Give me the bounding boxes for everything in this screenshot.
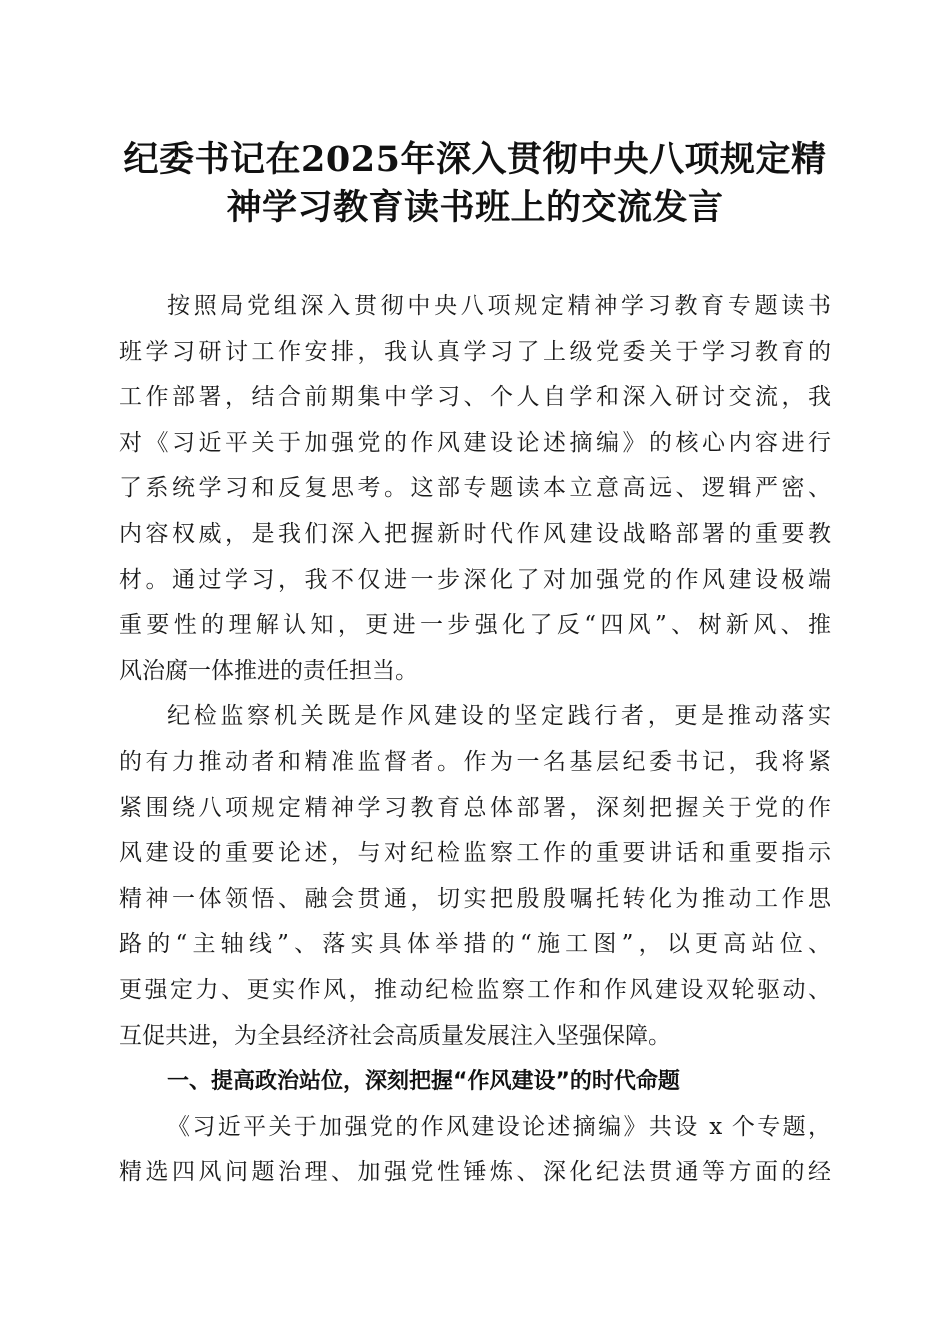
text-line: 了系统学习和反复思考。这部专题读本立意高远、逻辑严密、 (119, 475, 831, 502)
text-line: 更强定力、更实作风，推动纪检监察工作和作风建设双轮驱动、 (119, 976, 831, 1003)
text-line: 班学习研讨工作安排，我认真学习了上级党委关于学习教育的 (119, 338, 831, 365)
text-line: 重要性的理解认知，更进一步强化了反“四风”、树新风、推 (119, 612, 831, 639)
title-line: 纪委书记在2025年深入贯彻中央八项规定精 (123, 139, 827, 180)
text-line: 纪检监察机关既是作风建设的坚定践行者，更是推动落实 (167, 703, 831, 730)
text-line: 精神一体领悟、融会贯通，切实把殷殷嘱托转化为推动工作思 (119, 885, 831, 912)
text-line: 紧围绕八项规定精神学习教育总体部署，深刻把握关于党的作 (119, 794, 831, 821)
text-line: 风治腐一体推进的责任担当。 (119, 657, 418, 684)
text-line: 路的“主轴线”、落实具体举措的“施工图”，以更高站位、 (119, 931, 831, 958)
text-line: 互促共进，为全县经济社会高质量发展注入坚强保障。 (119, 1022, 671, 1049)
document-title (110, 136, 840, 232)
text-line: 内容权威，是我们深入把握新时代作风建设战略部署的重要教 (119, 520, 831, 547)
text-line: 的有力推动者和精准监督者。作为一名基层纪委书记，我将紧 (119, 748, 831, 775)
title-line: 神学习教育读书班上的交流发言 (226, 187, 724, 228)
text-line: 对《习近平关于加强党的作风建设论述摘编》的核心内容进行 (119, 429, 831, 456)
document-body (119, 284, 831, 1196)
section-heading: 一、提高政治站位，深刻把握“作风建设”的时代命题 (167, 1069, 680, 1095)
text-line: 《习近平关于加强党的作风建设论述摘编》共设 x 个专题， (167, 1113, 831, 1140)
text-line: 材。通过学习，我不仅进一步深化了对加强党的作风建设极端 (119, 566, 831, 593)
text-line: 精选四风问题治理、加强党性锤炼、深化纪法贯通等方面的经 (119, 1159, 831, 1186)
text-line: 工作部署，结合前期集中学习、个人自学和深入研讨交流，我 (119, 384, 831, 411)
paragraph-intro (119, 284, 831, 694)
text-line: 风建设的重要论述，与对纪检监察工作的重要讲话和重要指示 (119, 840, 831, 867)
paragraph-section-one (119, 1105, 831, 1196)
text-line: 按照局党组深入贯彻中央八项规定精神学习教育专题读书 (167, 293, 831, 319)
paragraph-commitment (119, 694, 831, 1059)
